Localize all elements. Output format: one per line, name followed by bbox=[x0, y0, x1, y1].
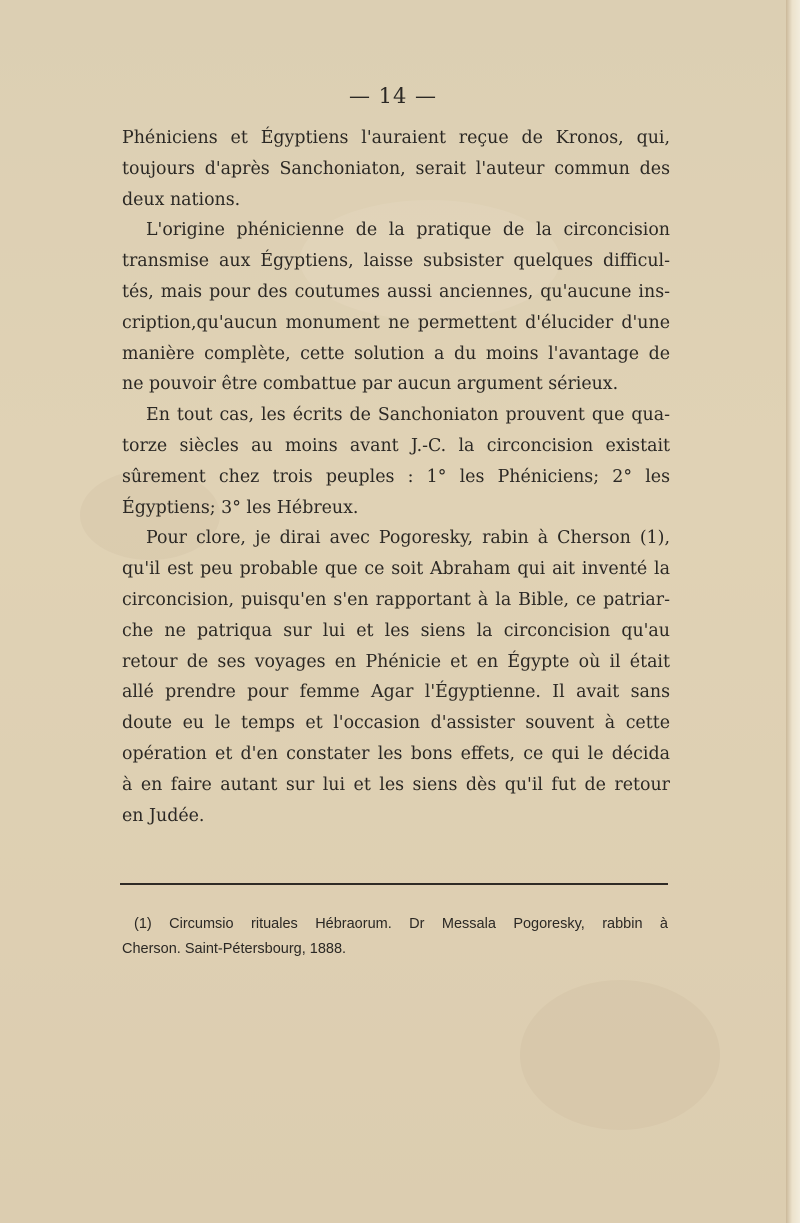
body-line: En tout cas, les écrits de Sanchoniaton prouvent que qua- bbox=[146, 405, 670, 426]
footnote-line: (1) Circumsio rituales Hébraorum. Dr Messala Pogoresky, rabbin à bbox=[134, 916, 668, 932]
body-line: qu'il est peu probable que ce soit Abraham qui ait inventé la bbox=[122, 559, 670, 580]
body-line: sûrement chez trois peuples : 1° les Phéniciens; 2° les bbox=[122, 466, 670, 487]
page-number: — 14 — bbox=[348, 84, 438, 108]
page-edge bbox=[786, 0, 800, 1223]
body-line: Pour clore, je dirai avec Pogoresky, rabin à Cherson (1), bbox=[146, 528, 670, 549]
body-line: circoncision, puisqu'en s'en rapportant à la Bible, ce patriar- bbox=[122, 589, 670, 610]
body-line: manière complète, cette solution a du moins l'avantage de bbox=[122, 343, 670, 364]
body-text bbox=[122, 123, 670, 831]
body-line: che ne patriqua sur lui et les siens la circoncision qu'au bbox=[122, 620, 670, 641]
body-line: transmise aux Égyptiens, laisse subsister quelques difficul- bbox=[122, 251, 670, 272]
body-line: doute eu le temps et l'occasion d'assister souvent à cette bbox=[122, 713, 670, 734]
body-line: toujours d'après Sanchoniaton, serait l'auteur commun des bbox=[122, 158, 670, 179]
body-line: retour de ses voyages en Phénicie et en Égypte où il était bbox=[122, 651, 670, 672]
body-line: torze siècles au moins avant J.-C. la circoncision existait bbox=[122, 435, 670, 456]
footnote-divider bbox=[120, 883, 668, 885]
footnote bbox=[122, 912, 668, 962]
body-line: Égyptiens; 3° les Hébreux. bbox=[122, 497, 359, 518]
footnote-line: Cherson. Saint-Pétersbourg, 1888. bbox=[122, 941, 347, 957]
body-line: en Judée. bbox=[122, 805, 205, 826]
body-line: tés, mais pour des coutumes aussi anciennes, qu'aucune ins- bbox=[122, 281, 670, 302]
body-line: L'origine phénicienne de la pratique de la circoncision bbox=[146, 220, 670, 241]
body-line: deux nations. bbox=[122, 189, 241, 210]
paper-stain bbox=[520, 980, 720, 1130]
body-line: opération et d'en constater les bons effets, ce qui le décida bbox=[122, 743, 670, 764]
body-line: allé prendre pour femme Agar l'Égyptienne. Il avait sans bbox=[122, 682, 670, 703]
body-line: à en faire autant sur lui et les siens dès qu'il fut de retour bbox=[122, 774, 670, 795]
body-line: cription,qu'aucun monument ne permettent d'élucider d'une bbox=[122, 312, 670, 333]
body-line: Phéniciens et Égyptiens l'auraient reçue de Kronos, qui, bbox=[122, 128, 670, 148]
body-line: ne pouvoir être combattue par aucun argument sérieux. bbox=[122, 374, 619, 395]
